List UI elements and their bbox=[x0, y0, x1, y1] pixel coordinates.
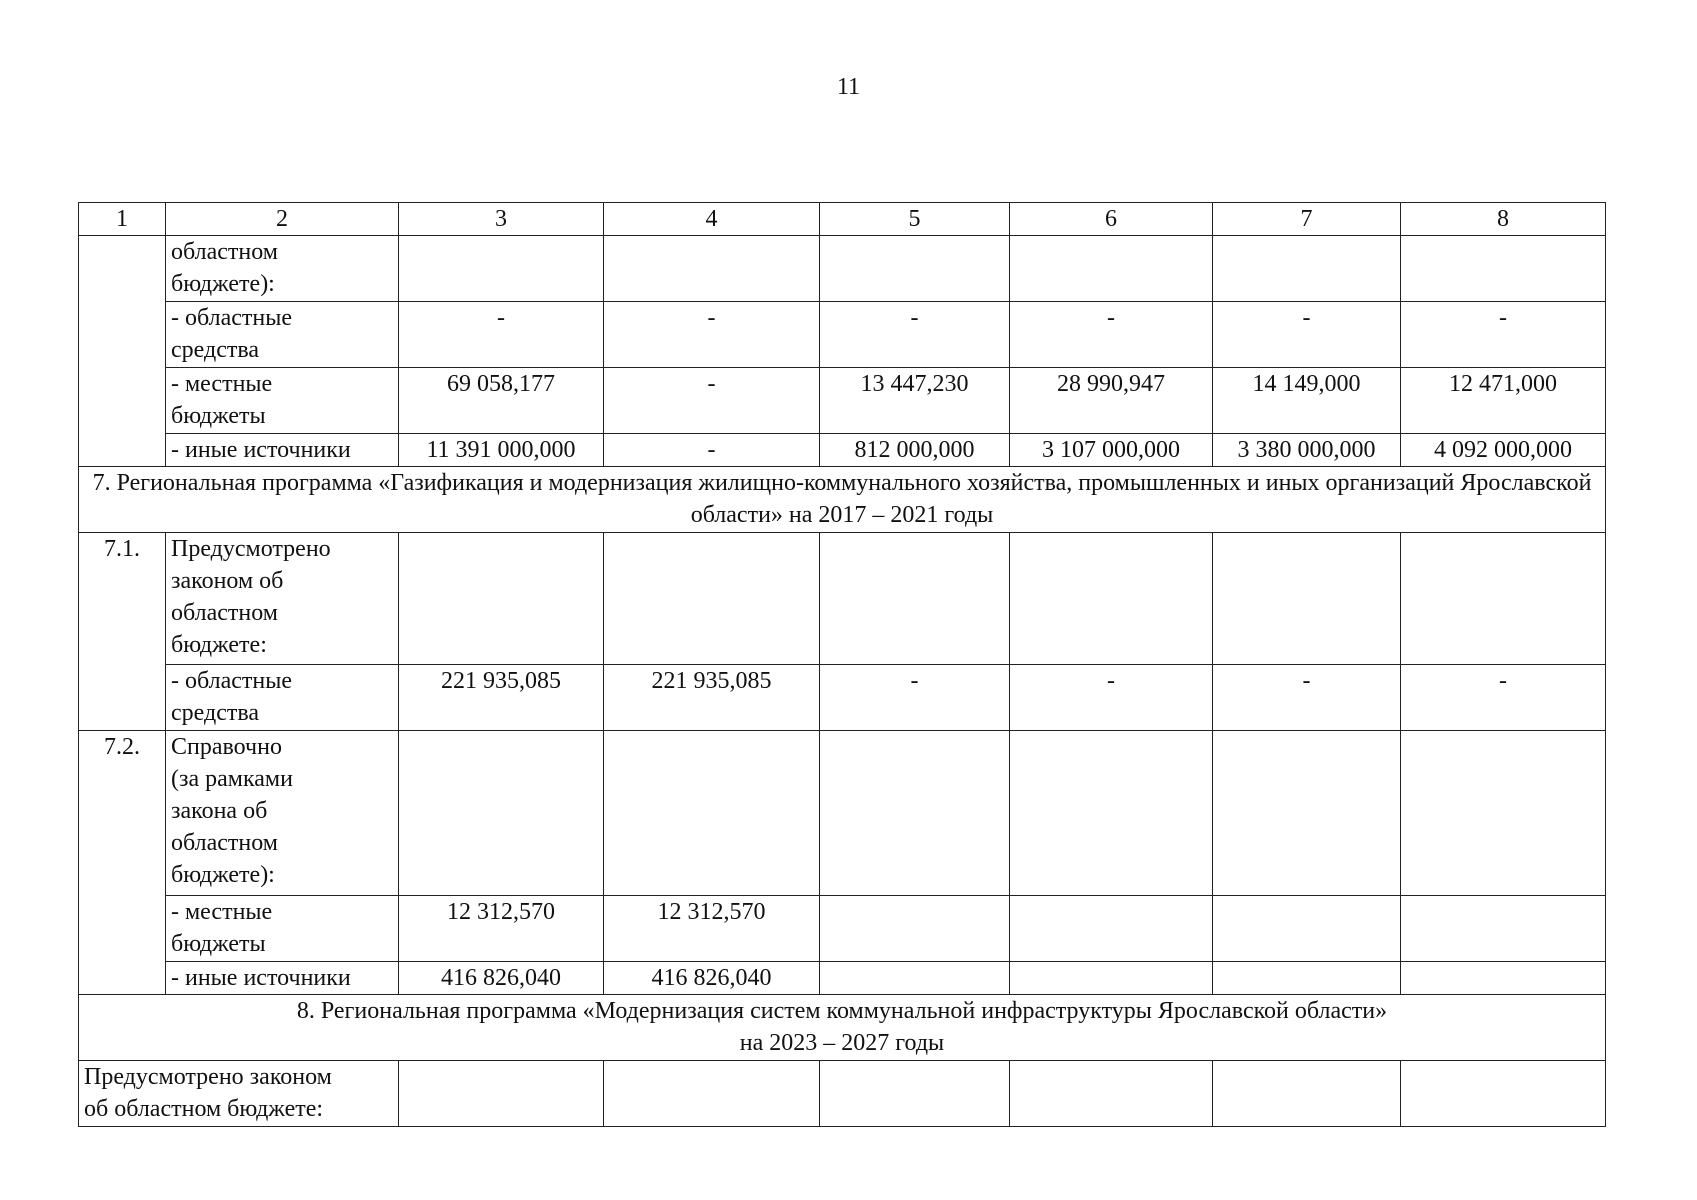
table-row bbox=[79, 665, 1606, 731]
value-cell bbox=[1401, 962, 1606, 995]
table-row bbox=[79, 368, 1606, 434]
value-cell bbox=[399, 236, 604, 302]
column-number: 3 bbox=[399, 203, 604, 236]
value-cell bbox=[1010, 236, 1213, 302]
value-cell bbox=[1213, 896, 1401, 962]
value-cell: 11 391 000,000 bbox=[399, 434, 604, 467]
section-8-title-line-2: на 2023 – 2027 годы bbox=[739, 1030, 945, 1056]
value-cell bbox=[1010, 962, 1213, 995]
column-number: 1 bbox=[79, 203, 166, 236]
value-cell: - bbox=[820, 302, 1010, 368]
section-heading-row bbox=[79, 467, 1606, 533]
value-cell: 69 058,177 bbox=[399, 368, 604, 434]
value-cell bbox=[1010, 1061, 1213, 1127]
value-cell bbox=[399, 731, 604, 896]
item-index: 7.1. bbox=[79, 533, 166, 731]
row-label: - иные источники bbox=[166, 434, 399, 467]
value-cell bbox=[1401, 1061, 1606, 1127]
value-cell bbox=[604, 236, 820, 302]
value-cell bbox=[399, 533, 604, 665]
section-8-title bbox=[79, 995, 1606, 1061]
value-cell: 12 471,000 bbox=[1401, 368, 1606, 434]
value-cell bbox=[1213, 1061, 1401, 1127]
table-row bbox=[79, 962, 1606, 995]
value-cell bbox=[1213, 236, 1401, 302]
table-row bbox=[79, 236, 1606, 302]
value-cell: 3 380 000,000 bbox=[1213, 434, 1401, 467]
value-cell: - bbox=[820, 665, 1010, 731]
value-cell bbox=[1213, 962, 1401, 995]
row-label: - областные средства bbox=[166, 302, 399, 368]
row-label: Справочно (за рамками закона об областном бюджете): bbox=[166, 731, 399, 896]
value-cell bbox=[820, 731, 1010, 896]
value-cell: - bbox=[1401, 665, 1606, 731]
row-label: Предусмотрено законом об областном бюджете: bbox=[79, 1061, 399, 1127]
value-cell bbox=[604, 1061, 820, 1127]
column-number: 8 bbox=[1401, 203, 1606, 236]
item-index: 7.2. bbox=[79, 731, 166, 995]
value-cell: 13 447,230 bbox=[820, 368, 1010, 434]
table-row bbox=[79, 896, 1606, 962]
section-heading-row bbox=[79, 995, 1606, 1061]
index-cell bbox=[79, 236, 166, 467]
value-cell bbox=[1401, 896, 1606, 962]
value-cell: 14 149,000 bbox=[1213, 368, 1401, 434]
table-row bbox=[79, 731, 1606, 896]
value-cell bbox=[820, 533, 1010, 665]
row-label: - иные источники bbox=[166, 962, 399, 995]
row-label: - местные бюджеты bbox=[166, 368, 399, 434]
column-number: 2 bbox=[166, 203, 399, 236]
value-cell bbox=[1401, 236, 1606, 302]
column-number-row bbox=[79, 203, 1606, 236]
table-row bbox=[79, 1061, 1606, 1127]
table-row bbox=[79, 302, 1606, 368]
section-8-title-line-1: 8. Региональная программа «Модернизация систем коммунальной инфраструктуры Ярославской области» bbox=[296, 998, 1388, 1024]
column-number: 4 bbox=[604, 203, 820, 236]
value-cell: 416 826,040 bbox=[604, 962, 820, 995]
value-cell: 4 092 000,000 bbox=[1401, 434, 1606, 467]
value-cell: - bbox=[604, 434, 820, 467]
value-cell: 221 935,085 bbox=[604, 665, 820, 731]
value-cell: 416 826,040 bbox=[399, 962, 604, 995]
value-cell bbox=[1213, 533, 1401, 665]
row-label: Предусмотрено законом об областном бюджете: bbox=[166, 533, 399, 665]
table-row bbox=[79, 533, 1606, 665]
value-cell: 221 935,085 bbox=[399, 665, 604, 731]
value-cell: 812 000,000 bbox=[820, 434, 1010, 467]
value-cell: - bbox=[1213, 302, 1401, 368]
value-cell bbox=[1401, 731, 1606, 896]
column-number: 5 bbox=[820, 203, 1010, 236]
value-cell bbox=[820, 962, 1010, 995]
column-number: 7 bbox=[1213, 203, 1401, 236]
section-7-title: 7. Региональная программа «Газификация и модернизация жилищно-коммунального хозяйства, промышленных и иных организаций Ярославской области» на 2017 – 2021 годы bbox=[79, 467, 1606, 533]
value-cell bbox=[399, 1061, 604, 1127]
value-cell bbox=[1010, 731, 1213, 896]
value-cell bbox=[604, 533, 820, 665]
value-cell bbox=[1401, 533, 1606, 665]
row-label: - местные бюджеты bbox=[166, 896, 399, 962]
value-cell: 28 990,947 bbox=[1010, 368, 1213, 434]
value-cell bbox=[1010, 533, 1213, 665]
value-cell: - bbox=[604, 368, 820, 434]
value-cell bbox=[820, 236, 1010, 302]
value-cell: - bbox=[1401, 302, 1606, 368]
value-cell bbox=[1010, 896, 1213, 962]
value-cell: 12 312,570 bbox=[604, 896, 820, 962]
row-label: областном бюджете): bbox=[166, 236, 399, 302]
budget-table bbox=[78, 202, 1606, 1127]
page-number: 11 bbox=[836, 74, 861, 100]
value-cell bbox=[820, 1061, 1010, 1127]
value-cell: - bbox=[399, 302, 604, 368]
value-cell: - bbox=[604, 302, 820, 368]
value-cell bbox=[604, 731, 820, 896]
value-cell: 12 312,570 bbox=[399, 896, 604, 962]
column-number: 6 bbox=[1010, 203, 1213, 236]
value-cell: - bbox=[1213, 665, 1401, 731]
value-cell bbox=[820, 896, 1010, 962]
value-cell: 3 107 000,000 bbox=[1010, 434, 1213, 467]
value-cell: - bbox=[1010, 302, 1213, 368]
row-label: - областные средства bbox=[166, 665, 399, 731]
value-cell bbox=[1213, 731, 1401, 896]
value-cell: - bbox=[1010, 665, 1213, 731]
table-row bbox=[79, 434, 1606, 467]
